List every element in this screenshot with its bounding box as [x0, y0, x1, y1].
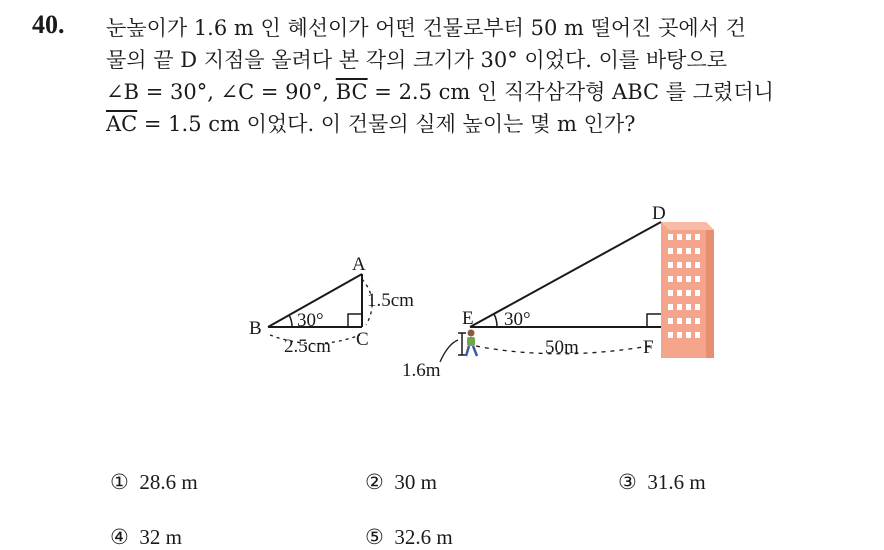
- eye-height-bracket: [458, 333, 466, 355]
- building-window: [695, 318, 700, 324]
- building-window: [695, 290, 700, 296]
- building-window: [677, 276, 682, 282]
- eye-height-label: 1.6m: [402, 360, 441, 381]
- choice-1-mark: ①: [110, 470, 129, 494]
- building-window: [695, 304, 700, 310]
- choice-5[interactable]: [365, 525, 453, 550]
- building-window: [686, 318, 691, 324]
- angle-b-label: 30°: [297, 310, 324, 331]
- building-window: [677, 332, 682, 338]
- distance-label: 50m: [545, 337, 579, 358]
- ac-length-label: 1.5cm: [367, 290, 414, 311]
- label-e: E: [462, 308, 474, 329]
- building-window: [686, 304, 691, 310]
- building-window: [668, 234, 673, 240]
- building-window: [686, 234, 691, 240]
- building-window: [668, 290, 673, 296]
- person-head: [468, 330, 475, 337]
- building-window: [695, 262, 700, 268]
- question-number: 40.: [32, 10, 65, 39]
- building-window: [677, 318, 682, 324]
- person-figure: [466, 330, 477, 357]
- segment-ac: $\overline{AC}$: [106, 112, 138, 136]
- building-window: [677, 304, 682, 310]
- building-window: [677, 290, 682, 296]
- right-angle-mark-c: [348, 314, 362, 327]
- stem-line-1: 눈높이가 1.6 m 인 혜선이가 어떤 건물로부터 50 m 떨어진 곳에서 건: [106, 16, 746, 40]
- label-f: F: [643, 337, 654, 358]
- label-a: A: [352, 254, 366, 275]
- building-window: [677, 262, 682, 268]
- building-window: [695, 332, 700, 338]
- choice-3-mark: ③: [618, 470, 637, 494]
- choice-2[interactable]: [365, 470, 437, 495]
- choice-1[interactable]: [110, 470, 198, 495]
- person-leg-left: [466, 346, 469, 356]
- person-leg-right: [473, 346, 477, 356]
- segment-bc: $\overline{BC}$: [335, 80, 368, 104]
- angle-e-label: 30°: [504, 309, 531, 330]
- label-c: C: [356, 329, 369, 350]
- choice-2-mark: ②: [365, 470, 384, 494]
- building-window: [677, 248, 682, 254]
- building-window: [668, 304, 673, 310]
- label-d: D: [652, 203, 666, 224]
- building-side: [706, 222, 714, 358]
- choice-3[interactable]: [618, 470, 706, 495]
- stem-line-3-part-b: = 2.5 cm 인 직각삼각형 ABC 를 그렸더니: [367, 80, 774, 104]
- person-body: [467, 337, 475, 346]
- building-window: [695, 234, 700, 240]
- building-window: [677, 234, 682, 240]
- building-window: [695, 276, 700, 282]
- choice-5-mark: ⑤: [365, 525, 384, 549]
- building-window: [686, 290, 691, 296]
- choice-2-text: 30 m: [394, 470, 437, 494]
- building-window: [668, 262, 673, 268]
- stem-line-3-part-a: ∠B = 30°, ∠C = 90°,: [106, 80, 336, 104]
- building-window: [686, 276, 691, 282]
- choice-5-text: 32.6 m: [394, 525, 453, 549]
- label-b: B: [249, 318, 262, 339]
- building: [661, 222, 714, 358]
- line-ed: [470, 222, 661, 327]
- angle-arc-b: [289, 315, 292, 327]
- angle-arc-e: [494, 314, 497, 327]
- building-roof: [661, 222, 714, 230]
- eye-height-pointer: [440, 340, 458, 362]
- stem-line-4-part-b: = 1.5 cm 이었다. 이 건물의 실제 높이는 몇 m 인가?: [137, 112, 636, 136]
- choice-4[interactable]: [110, 525, 182, 550]
- choice-4-mark: ④: [110, 525, 129, 549]
- building-window: [668, 248, 673, 254]
- building-window: [686, 332, 691, 338]
- choice-1-text: 28.6 m: [139, 470, 198, 494]
- choice-4-text: 32 m: [139, 525, 182, 549]
- right-angle-mark-f: [647, 314, 661, 327]
- building-window: [695, 248, 700, 254]
- building-window: [686, 262, 691, 268]
- building-window: [668, 318, 673, 324]
- bc-length-label: 2.5cm: [284, 336, 331, 357]
- building-window: [668, 276, 673, 282]
- choice-3-text: 31.6 m: [647, 470, 706, 494]
- building-window: [668, 332, 673, 338]
- stem-line-2: 물의 끝 D 지점을 올려다 본 각의 크기가 30° 이었다. 이를 바탕으로: [106, 48, 728, 72]
- building-window: [686, 248, 691, 254]
